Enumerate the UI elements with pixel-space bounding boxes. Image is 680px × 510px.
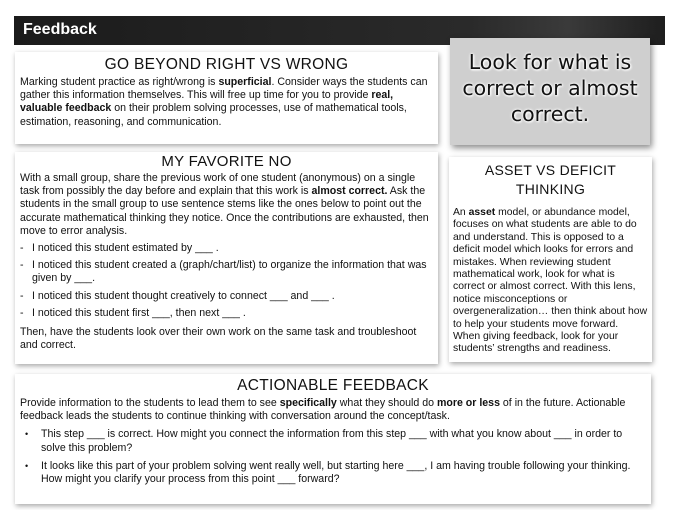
stem-text: I noticed this student first ___, then next ___ .	[32, 306, 246, 319]
beyond-bold-2: real, valuable feedback	[20, 89, 394, 115]
stem-text: I noticed this student estimated by ___ .	[32, 242, 219, 255]
example-text: It looks like this part of your problem solving went really well, but starting here ___, I am having trouble following your thinking. How might you clarify your process from this point ___ forward?	[41, 459, 631, 486]
asset-body	[449, 199, 652, 356]
sentence-stem-list	[15, 238, 438, 320]
beyond-bold-1: superficial	[218, 76, 272, 88]
list-item: - I noticed this student created a (graph/chart/list) to organize the information that was given by ___.	[20, 259, 427, 285]
asset-text-2: model, or abundance model, focuses on what students are able to do and understand. This is opposed to a deficit model which looks for errors and mistakes. When reviewing student mathematical work, look for what is correct or almost correct. With this lens, notice misconceptions or overgeneralization… then think about how to help your students move forward. When giving feedback, look for your students’ strengths and readiness.	[453, 207, 648, 355]
bullet-icon: •	[25, 429, 29, 440]
actionable-intro	[15, 395, 651, 423]
actionable-feedback-card	[15, 374, 651, 504]
list-item	[25, 428, 641, 454]
list-item: - I noticed this student thought creatively to connect ___ and ___ .	[20, 289, 335, 302]
favorite-intro	[15, 170, 438, 238]
actionable-bold-2: more or less	[436, 397, 500, 409]
beyond-text-2: . Consider ways the students can gather this information themselves. This will free up time for you to provide	[20, 76, 428, 102]
favorite-intro-text-2: Ask the students in the small group to use sentence stems like the ones below to point out the accurate mathematical thinking they notice. Once the contributions are exhausted, then move to error analysis.	[20, 185, 429, 237]
bullet-icon: •	[25, 460, 29, 471]
actionable-text-1: Provide information to the students to lead them to see	[20, 397, 280, 409]
list-item: - I noticed this student estimated by ___ .	[20, 242, 219, 255]
actionable-text-3: of in the future. Actionable feedback leads the students to continue thinking with conversation around the concept/task.	[20, 397, 626, 423]
actionable-heading: ACTIONABLE FEEDBACK	[237, 377, 429, 394]
beyond-heading: GO BEYOND RIGHT VS WRONG	[104, 56, 349, 73]
stem-text: I noticed this student created a (graph/chart/list) to organize the information that was given by ___.	[32, 259, 427, 285]
beyond-text-3: on their problem solving processes, use of mathematical tools, estimation, reasoning, and communication.	[20, 102, 407, 128]
asset-bold: asset	[468, 207, 496, 218]
callout-text: Look for what is correct or almost correct.	[462, 50, 638, 126]
example-text: This step ___ is correct. How might you connect the information from this step ___ with what you know about ___ in order to solve this problem?	[41, 428, 623, 454]
list-item	[25, 460, 641, 486]
favorite-heading: MY FAVORITE NO	[161, 153, 292, 170]
beyond-body	[15, 74, 438, 129]
favorite-outro: Then, have the students look over their own work on the same task and troubleshoot and correct.	[20, 326, 417, 352]
asset-heading: ASSET VS DEFICIT THINKING	[484, 162, 617, 197]
asset-text-1: An	[453, 207, 469, 218]
page-title: Feedback	[23, 21, 97, 38]
beyond-text-1: Marking student practice as right/wrong is	[20, 76, 219, 88]
actionable-text-2: what they should do	[336, 397, 437, 409]
list-item: - I noticed this student first ___, then next ___ .	[20, 306, 246, 319]
actionable-example-list	[15, 423, 651, 486]
stem-text: I noticed this student thought creatively to connect ___ and ___ .	[32, 289, 335, 302]
favorite-no-card	[15, 152, 438, 364]
callout-box	[450, 38, 650, 145]
favorite-intro-bold: almost correct.	[311, 185, 388, 198]
asset-deficit-card	[449, 157, 652, 362]
favorite-intro-text-1: With a small group, share the previous work of one student (anonymous) on a single task from possibly the day before and explain that this work is	[20, 172, 416, 198]
beyond-right-wrong-card	[15, 52, 438, 144]
actionable-bold-1: specifically	[279, 397, 337, 409]
